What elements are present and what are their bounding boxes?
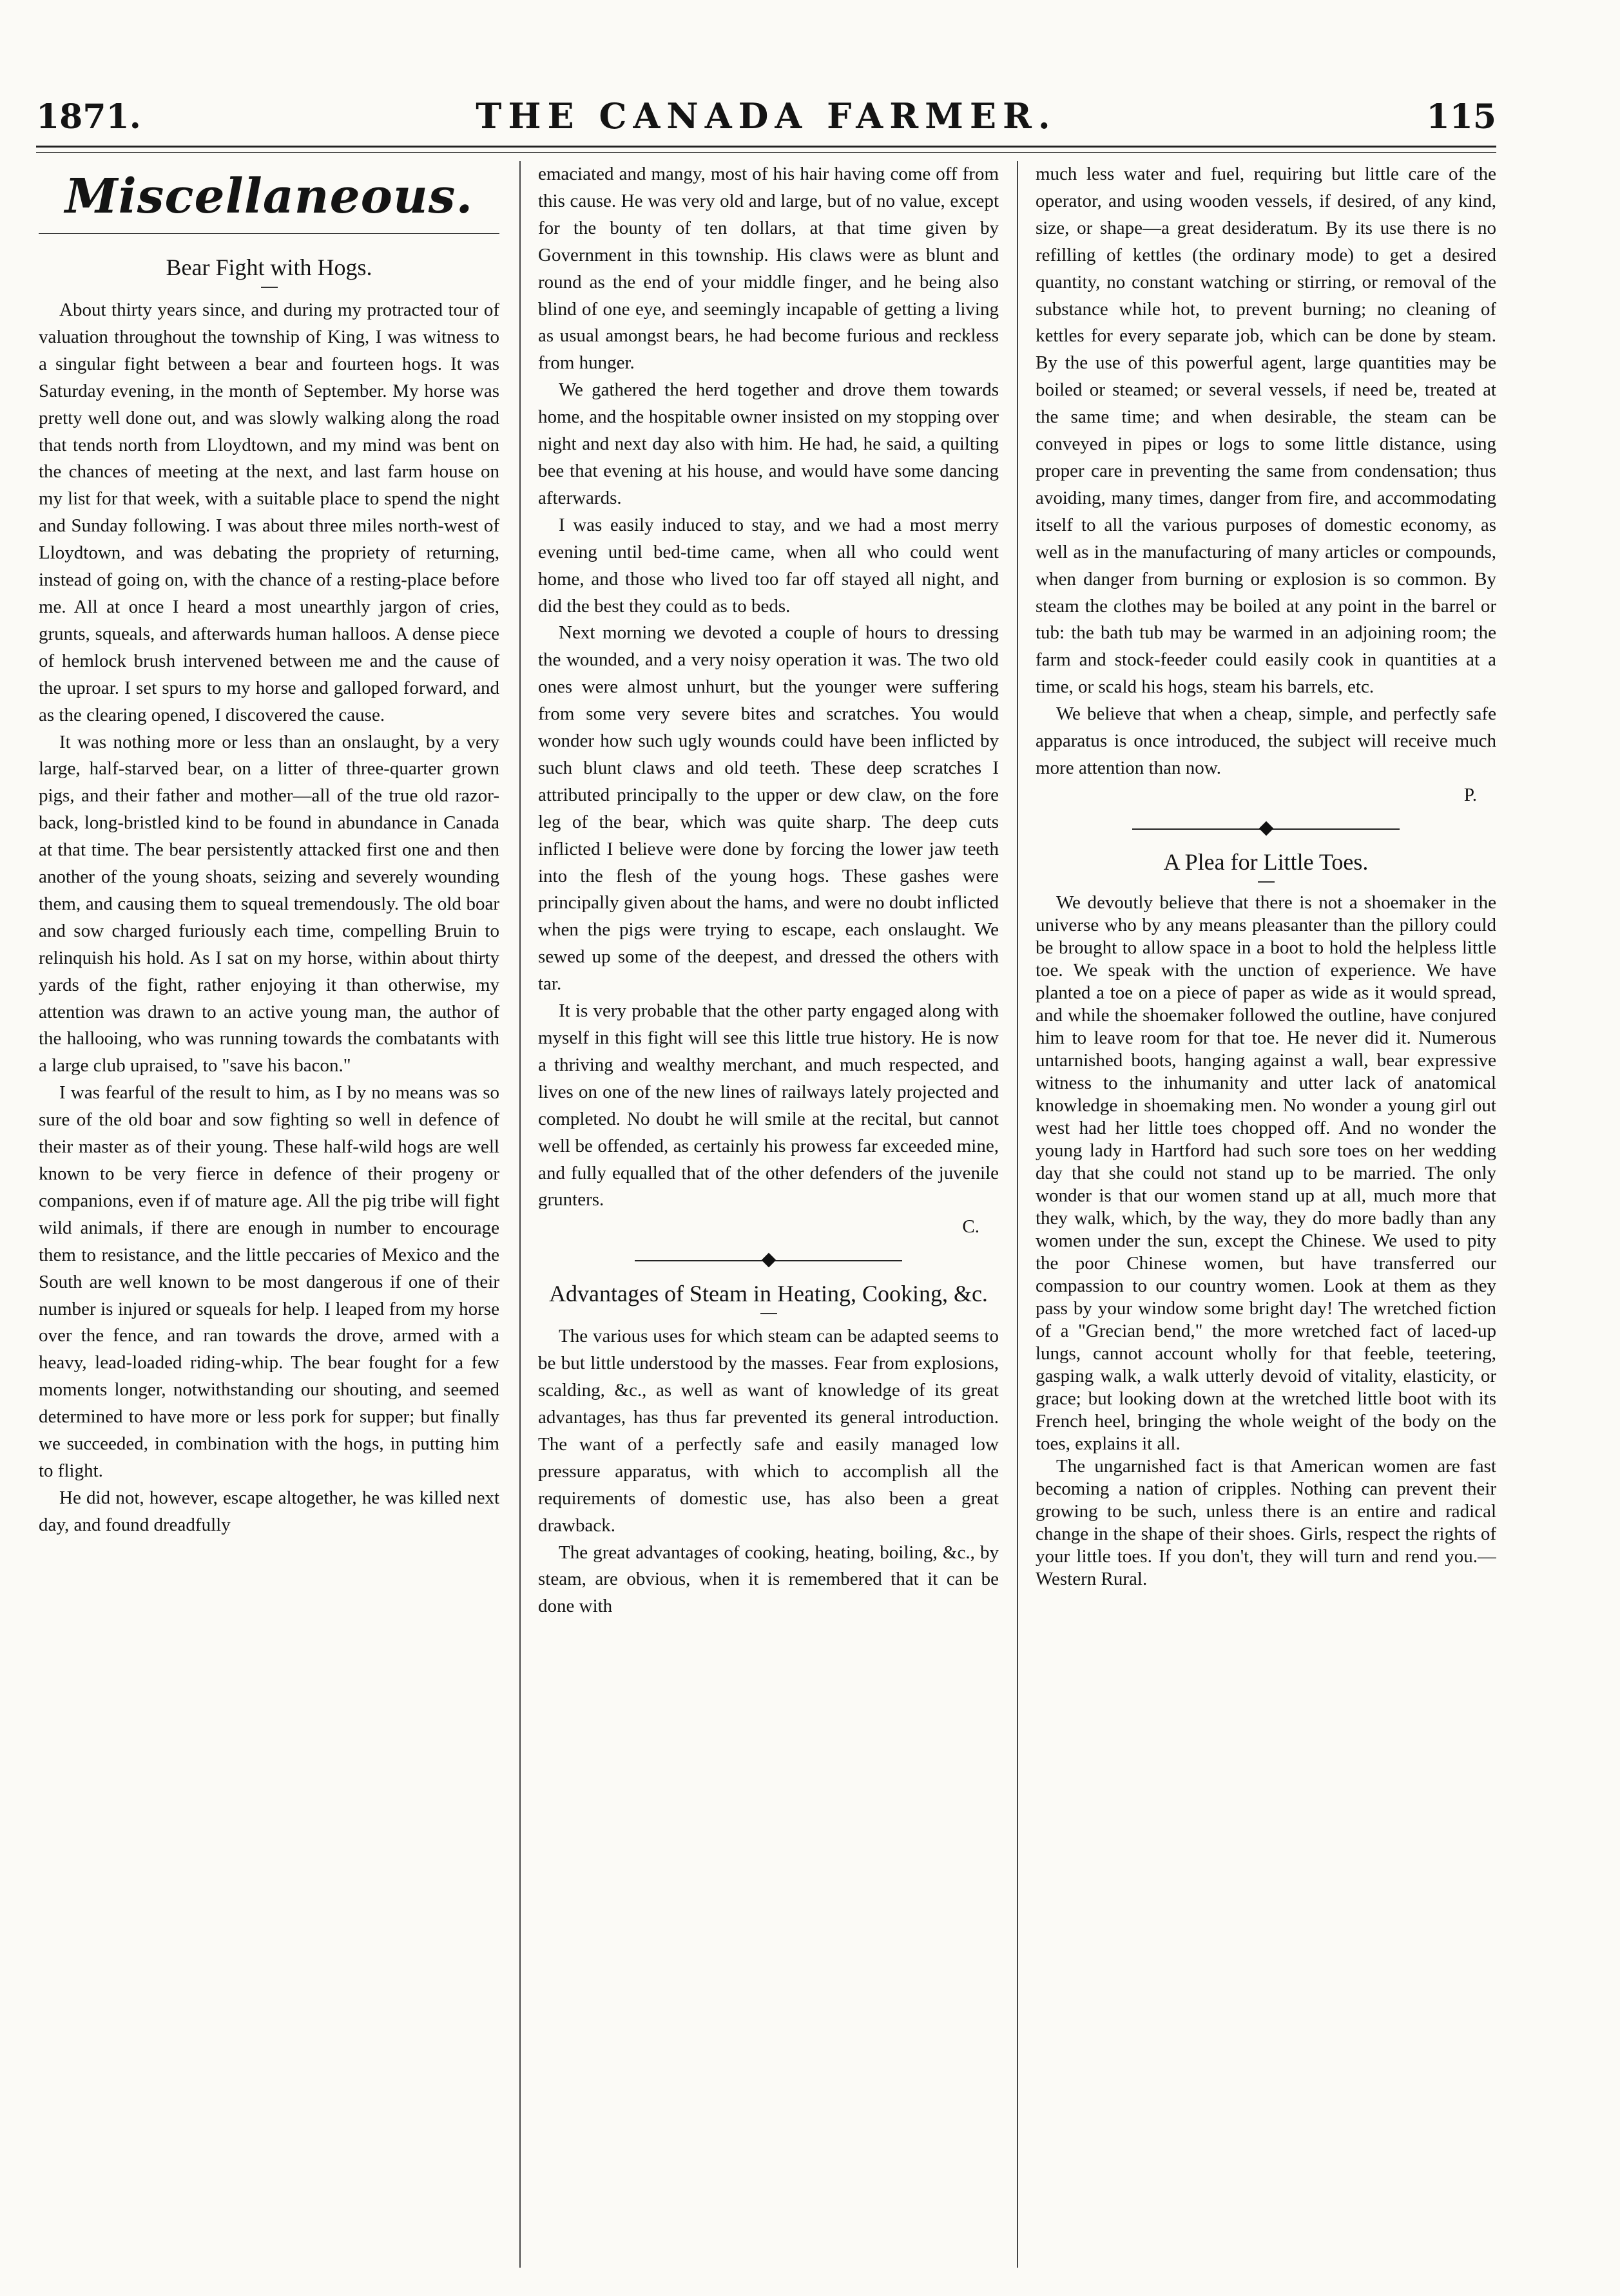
article-paragraph: emaciated and mangy, most of his hair having come off from this cause. He was very old and large, but of no value, except for the bounty of ten dollars, at that time given by Government in this township. His claws were as blunt and round as the end of your middle finger, and he being also blind of one eye, and seemingly incapable of getting a living as usual amongst bears, he had become furious and reckless from hunger.: [538, 164, 999, 374]
page-number: 115: [1426, 97, 1496, 137]
article-signature: P.: [1463, 784, 1477, 805]
article-separator: [538, 1251, 999, 1270]
article-paragraph: The great advantages of cooking, heating, boiling, &c., by steam, are obvious, when it is remembered that it can be done with: [538, 1542, 999, 1617]
article-paragraph: The ungarnished fact is that American women are fast becoming a nation of cripples. Nothing can prevent their growing to be such, unless there is an entire and radical change in the shape of their shoes. Girls, respect the rights of your little toes. If you don't, they will turn and rend you.—Western Rural.: [1036, 1455, 1496, 1589]
column-3: [1036, 161, 1496, 2274]
article-title-steam: Advantages of Steam in Heating, Cooking, &c.: [549, 1281, 988, 1307]
publication-title: THE CANADA FARMER.: [476, 95, 1057, 137]
column-divider: [519, 161, 521, 2268]
column-divider: [1017, 161, 1018, 2268]
article-paragraph: He did not, however, escape altogether, he was killed next day, and found dreadfully: [39, 1487, 499, 1535]
article-paragraph: We believe that when a cheap, simple, and perfectly safe apparatus is once introduced, the subject will receive much more attention than now.: [1036, 703, 1496, 778]
article-paragraph: We gathered the herd together and drove them towards home, and the hospitable owner insisted on my stopping over night and next day also with him. He had, he said, a quilting bee that evening at his house, and would have some dancing afterwards.: [538, 379, 999, 508]
title-dash: [760, 1313, 777, 1314]
article-paragraph: It is very probable that the other party engaged along with myself in this fight will see this little true history. He is now a thriving and wealthy merchant, and much respected, and lives on one of the new lines of railways lately projected and completed. No doubt he will smile at the recital, but cannot well be offended, as certainly his prowess far exceeded mine, and fully equalled that of the other defenders of the juvenile grunters.: [538, 1000, 999, 1210]
page-header: [36, 84, 1496, 142]
header-rule-thin: [36, 152, 1496, 153]
article-signature: C.: [962, 1216, 979, 1238]
title-dash: [1258, 881, 1275, 883]
article-title-bear-fight: Bear Fight with Hogs.: [166, 254, 372, 280]
article-paragraph: I was easily induced to stay, and we had a most merry evening until bed-time came, when all who could went home, and those who lived too far off stayed all night, and did the best they could as to beds.: [538, 514, 999, 617]
article-paragraph: Next morning we devoted a couple of hours to dressing the wounded, and a very noisy operation it was. The two old ones were almost unhurt, but the younger were suffering from some very severe bites and scratches. You would wonder how such ugly wounds could have been inflicted by such blunt claws and old teeth. These deep scratches I attributed principally to the upper or dew claw, on the fore leg of the bear, which was quite sharp. The deep cuts inflicted I believe were done by forcing the lower jaw teeth into the flesh of the young hogs. These gashes were principally given about the hams, and were no doubt inflicted when the pigs were trying to escape, each onslaught. We sewed up some of the deepest, and dressed the others with tar.: [538, 622, 999, 995]
column-1: [39, 161, 499, 2274]
header-rule: [36, 146, 1496, 148]
section-rule: [39, 233, 499, 234]
column-2: [538, 161, 999, 2274]
section-title: Miscellaneous.: [64, 169, 474, 224]
article-separator: [1036, 819, 1496, 839]
article-paragraph: It was nothing more or less than an onslaught, by a very large, half-starved bear, on a litter of three-quarter grown pigs, and their father and mother—all of the true old razor-back, long-bristled kind to be found in abundance in Canada at that time. The bear persistently attacked first one and then another of the young shoats, seizing and severely wounding them, and causing them to squeal tremendously. The old boar and sow charged furiously each time, compelling Bruin to relinquish his hold. As I sat on my horse, within about thirty yards of the fight, rather enjoying it than otherwise, my attention was drawn to an active young man, the author of the hallooing, who was running towards the combatants with a large club upraised, to "save his bacon.": [39, 731, 499, 1076]
article-paragraph: The various uses for which steam can be adapted seems to be but little understood by the masses. Fear from explosions, scalding, &c., as well as want of knowledge of its great advantages, has thus far prevented its general introduction. The want of a perfectly safe and easily managed low pressure apparatus, with which to accomplish all the requirements of domestic use, has also been a great drawback.: [538, 1326, 999, 1536]
article-title-little-toes: A Plea for Little Toes.: [1163, 848, 1369, 875]
header-year: 1871.: [36, 97, 141, 137]
title-dash: [261, 287, 278, 288]
article-paragraph: We devoutly believe that there is not a shoemaker in the universe who by any means pleasanter than the pillory could be brought to allow space in a boot to hold the helpless little toe. We speak with the unction of experience. We have planted a toe on a piece of paper as wide as it would spread, and while the shoemaker followed the outline, have conjured him to leave room for that toe. He never did it. Numerous untarnished boots, hanging against a wall, bear expressive witness to the inhumanity and utter lack of anatomical knowledge in shoemaking men. No wonder a young girl out west had her little toes chopped off. And no wonder the young lady in Hartford had such sore toes on her wedding day that she could not stand up to be married. The only wonder is that our women stand up at all, much more that they walk, which, by the way, they do more badly than any women under the sun, except the Chinese. We used to pity the poor Chinese women, but have transferred our compassion to our country women. Look at them as they pass by your window some bright day! The wretched fiction of a "Grecian bend," the more wretched fact of laced-up lungs, cannot account wholly for that feeble, teetering, gasping walk, a walk utterly devoid of vitality, elasticity, or grace; but looking down at the wretched little boot with its French heel, bringing the whole weight of the body on the toes, explains it all.: [1036, 892, 1496, 1454]
article-paragraph: much less water and fuel, requiring but little care of the operator, and using wooden vessels, if desired, of any kind, size, or shape—a great desideratum. By its use there is no refilling of kettles (the ordinary mode) to get a desired quantity, no constant watching or stirring, or removal of the substance while hot, to prevent burning; no cleaning of kettles for every separate job, which can be done by steam. By the use of this powerful agent, large quantities may be boiled or steamed; or several vessels, if need be, treated at the same time; and when desirable, the steam can be conveyed in pipes or logs to some little distance, using proper care in preventing the same from condensation; thus avoiding, many times, danger from fire, and accommodating itself to all the various purposes of domestic economy, as well as in the manufacturing of many articles or compounds, when danger from burning or explosion is so common. By steam the clothes may be boiled at any point in the barrel or tub: the bath tub may be warmed in an adjoining room; the farm and stock-feeder could easily cook in quantities at a time, or scald his hogs, steam his barrels, etc.: [1036, 164, 1496, 698]
article-paragraph: About thirty years since, and during my protracted tour of valuation throughout the township of King, I was witness to a singular fight between a bear and fourteen hogs. It was Saturday evening, in the month of September. My horse was pretty well done out, and was slowly walking along the road that tends north from Lloydtown, and my mind was bent on the chances of meeting at the next, and last farm house on my list for that week, with a suitable place to spend the night and Sunday following. I was about three miles north-west of Lloydtown, and was debating the propriety of returning, instead of going on, with the chance of a resting-place before me. All at once I heard a most unearthly jargon of cries, grunts, squeals, and afterwards human halloos. A dense piece of hemlock brush intervened between me and the cause of the uproar. I set spurs to my horse and galloped forward, and as the clearing opened, I discovered the cause.: [39, 300, 499, 725]
article-paragraph: I was fearful of the result to him, as I by no means was so sure of the old boar and sow fighting so well in defence of their master as of their young. These half-wild hogs are well known to be very fierce in defence of their progeny or companions, even if of mature age. All the pig tribe will fight wild animals, if there are enough in number to encourage them to resistance, and the little peccaries of Mexico and the South are well known to be most dangerous if one of their number is injured or squeals for help. I leaped from my horse over the fence, and ran towards the drove, armed with a heavy, lead-loaded riding-whip. The bear fought for a few moments longer, notwithstanding our shouting, and seemed determined to have more or less pork for supper; but finally we succeeded, in combination with the hogs, in putting him to flight.: [39, 1082, 499, 1481]
